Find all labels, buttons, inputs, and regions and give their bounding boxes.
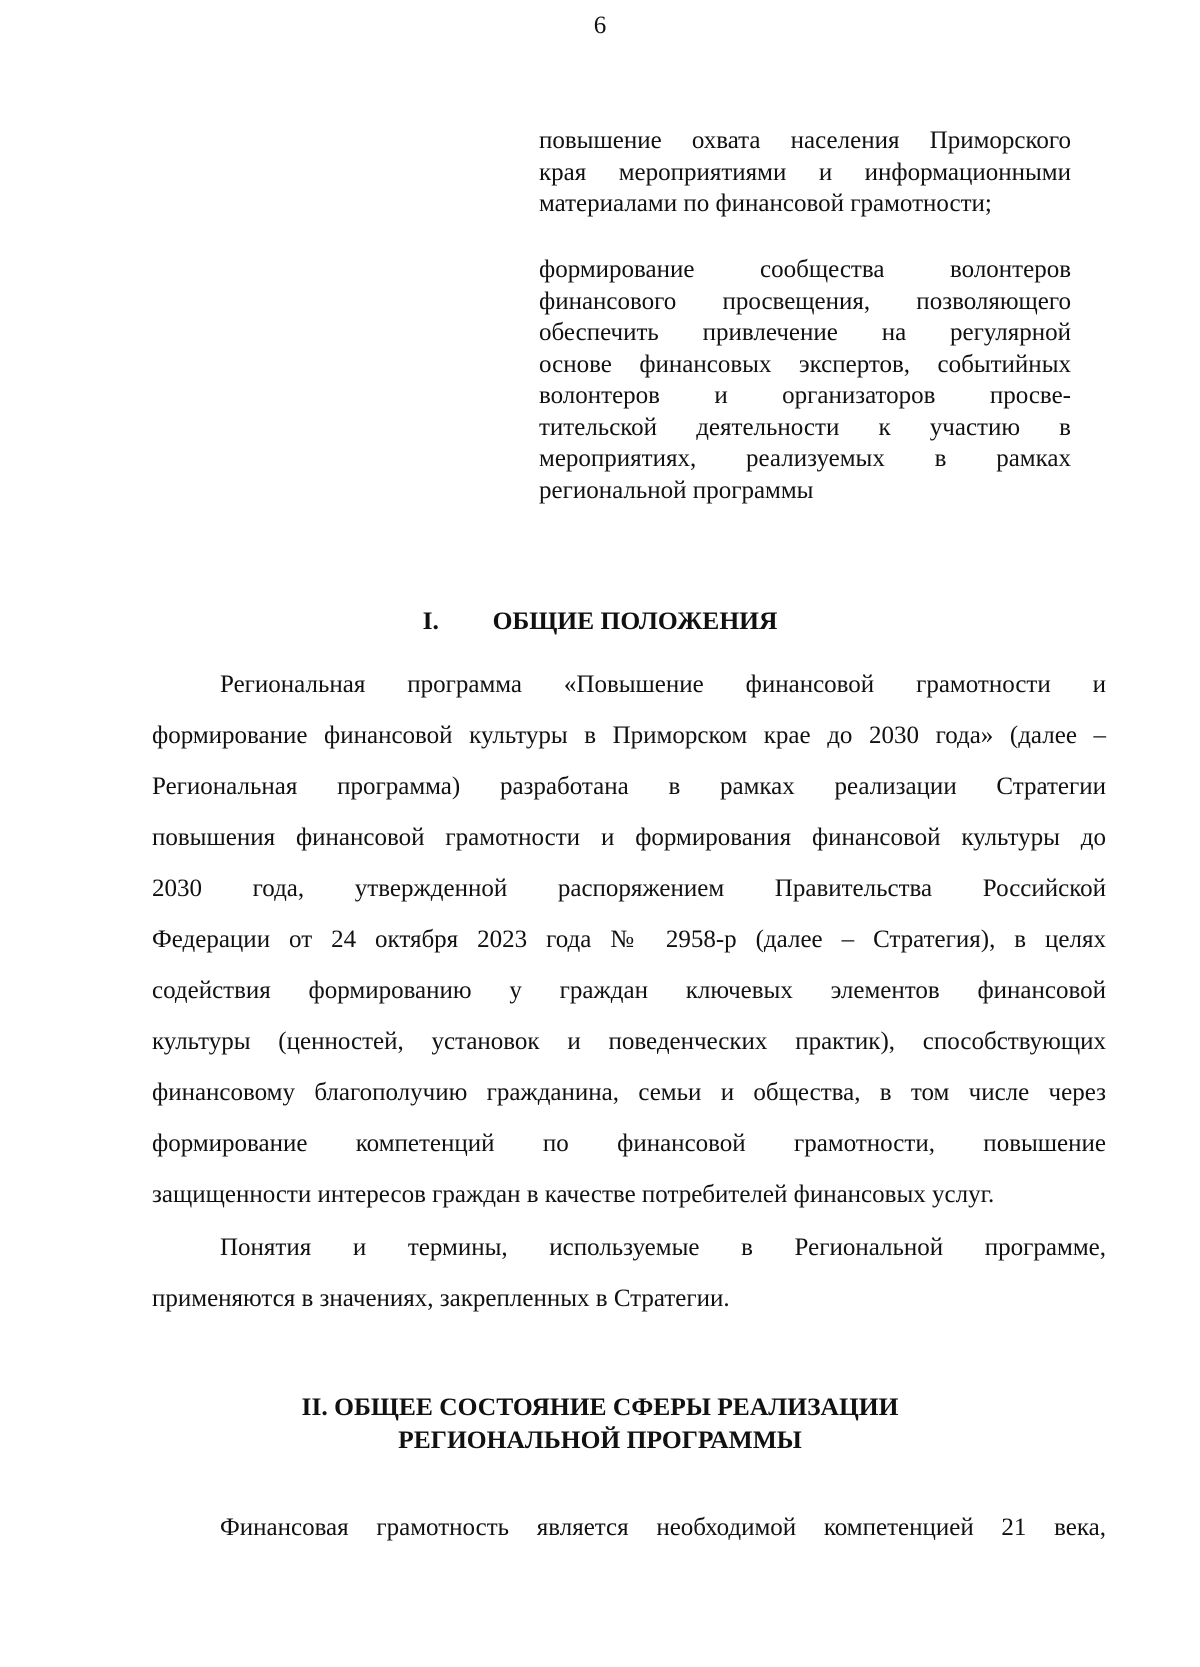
text-line: финансового просвещения, позволяющего [539,287,1071,315]
text-line: формирование сообщества волонтеров [539,256,1071,283]
text-line: волонтеров и организаторов просве- [539,382,1071,409]
goals-paragraph-volunteers [539,254,1071,506]
text-line: содействия формированию у граждан ключевых элементов финансовой [152,977,1106,1004]
text-line: тительской деятельности к участию в [539,413,1071,441]
financial-literacy-paragraph [152,1510,1106,1561]
text-line: повышение охвата населения Приморского [539,127,1071,154]
text-line: материалами по финансовой грамотности; [539,190,992,217]
text-line: применяются в значениях, закрепленных в Стратегии. [152,1285,730,1312]
text-line: культуры (ценностей, установок и поведенческих практик), способствующих [152,1028,1106,1055]
text-line: Финансовая грамотность является необходимой компетенцией 21 века, [220,1514,1106,1541]
text-line: 2030 года, утвержденной распоряжением Правительства Российской [152,875,1106,902]
section-heading-general-provisions [0,606,1200,636]
section-number: I. [422,606,439,635]
section-title-line: II. ОБЩЕЕ СОСТОЯНИЕ СФЕРЫ РЕАЛИЗАЦИИ [301,1392,899,1421]
text-line: повышения финансовой грамотности и формирования финансовой культуры до [152,824,1106,851]
goals-paragraph-outreach [539,125,1071,220]
text-line: Региональная программа) разработана в рамках реализации Стратегии [152,773,1106,800]
text-line: финансовому благополучию гражданина, семьи и общества, в том числе через [152,1079,1106,1106]
text-line: Федерации от 24 октября 2023 года № 2958-р (далее – Стратегия), в целях [152,926,1106,953]
text-line: обеспечить привлечение на регулярной [539,319,1071,346]
page-number: 6 [593,12,607,39]
text-line: основе финансовых экспертов, событийных [539,350,1071,378]
text-line: мероприятиях, реализуемых в рамках [539,445,1071,472]
section-heading-general-state [0,1390,1200,1456]
text-line: Региональная программа «Повышение финансовой грамотности и [220,671,1106,698]
general-provisions-paragraph [152,667,1106,1228]
text-line: формирование финансовой культуры в Приморском крае до 2030 года» (далее – [152,722,1106,749]
text-line: края мероприятиями и информационными [539,158,1071,186]
terms-paragraph [152,1230,1106,1332]
text-line: формирование компетенций по финансовой грамотности, повышение [152,1130,1106,1157]
text-line: защищенности интересов граждан в качестве потребителей финансовых услуг. [152,1181,995,1208]
section-title-line: РЕГИОНАЛЬНОЙ ПРОГРАММЫ [398,1425,802,1454]
text-line: Понятия и термины, используемые в Региональной программе, [220,1234,1106,1261]
section-title: ОБЩИЕ ПОЛОЖЕНИЯ [492,606,778,635]
text-line: региональной программы [539,476,814,504]
